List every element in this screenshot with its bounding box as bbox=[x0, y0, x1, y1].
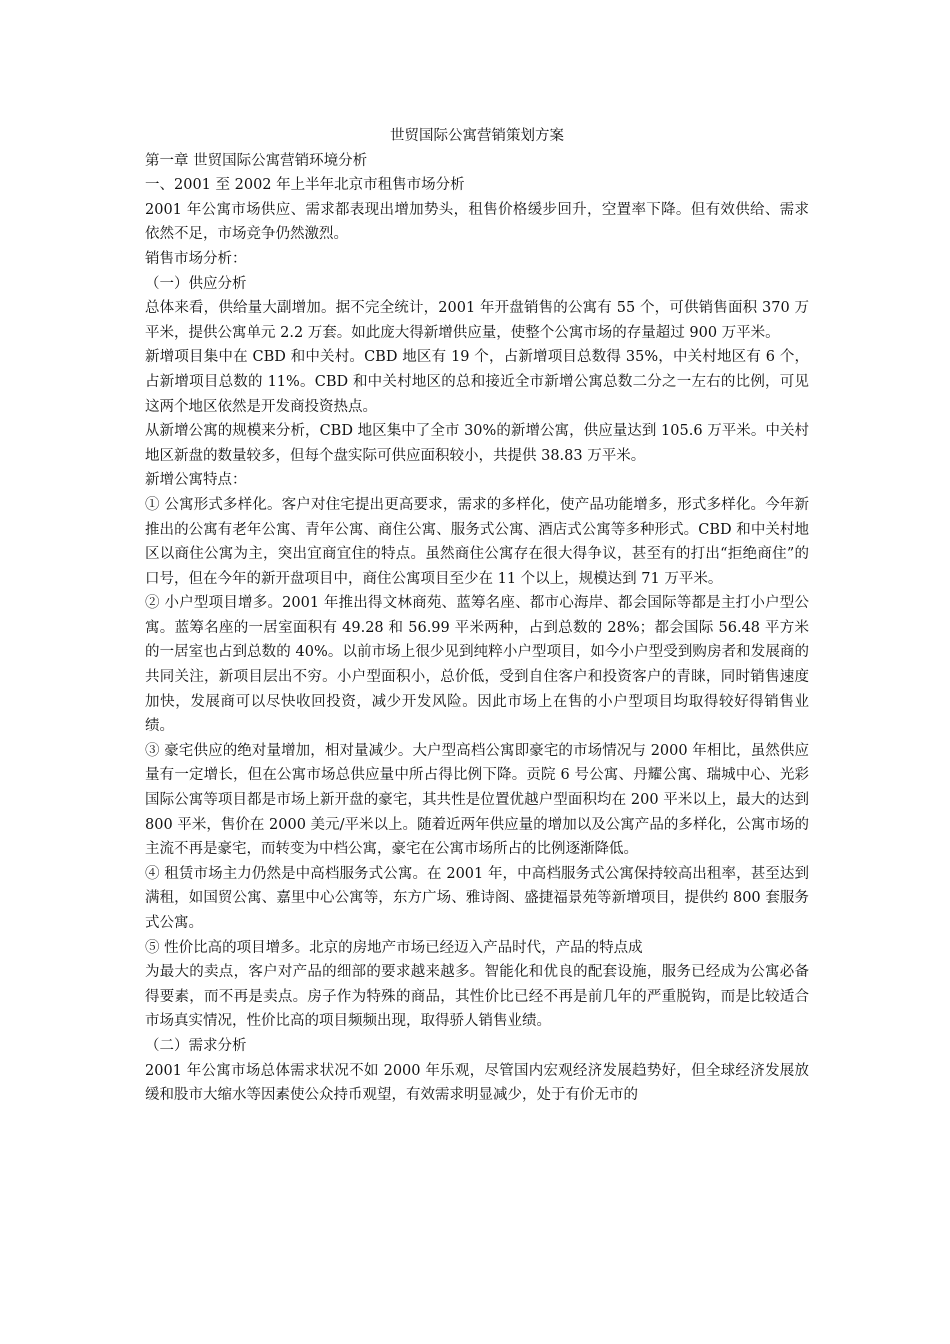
section-heading: 一、2001 至 2002 年上半年北京市租售市场分析 bbox=[145, 177, 465, 194]
supply-paragraph-2: 新增项目集中在 CBD 和中关村。CBD 地区有 19 个，占新增项目总数得 35%，中关村地区有 6 个，占新增项目总数的 11%。CBD 和中关村地区的总和接近全市新增公寓总数二分之一左右的比例，可见这两个地区依然是开发商投资热点。 bbox=[145, 349, 809, 415]
document-page bbox=[145, 124, 809, 1108]
features-heading: 新增公寓特点： bbox=[145, 472, 247, 489]
supply-paragraph-3: 从新增公寓的规模来分析，CBD 地区集中了全市 30%的新增公寓，供应量达到 105.6 万平米。中关村地区新盘的数量较多，但每个盘实际可供应面积较小，共提供 38.83 万平米。 bbox=[145, 423, 809, 464]
demand-paragraph-1: 2001 年公寓市场总体需求状况不如 2000 年乐观，尽管国内宏观经济发展趋势好，但全球经济发展放缓和股市大缩水等因素使公众持币观望，有效需求明显减少，处于有价无市的 bbox=[145, 1062, 809, 1104]
feature-paragraph-1: ① 公寓形式多样化。客户对住宅提出更高要求，需求的多样化，使产品功能增多，形式多样化。今年新推出的公寓有老年公寓、青年公寓、商住公寓、服务式公寓、酒店式公寓等多种形式。CBD 和中关村地区以商住公寓为主，突出宜商宜住的特点。虽然商住公寓存在很大得争议，甚至有的打出“拒绝商住”的口号，但在今年的新开盘项目中，商住公寓项目至少在 11 个以上，规模达到 71 万平米。 bbox=[145, 496, 809, 587]
supply-paragraph-1: 总体来看，供给量大副增加。据不完全统计，2001 年开盘销售的公寓有 55 个，可供销售面积 370 万平米，提供公寓单元 2.2 万套。如此庞大得新增供应量，使整个公寓市场的存量超过 900 万平米。 bbox=[145, 300, 809, 341]
feature-paragraph-4: ④ 租赁市场主力仍然是中高档服务式公寓。在 2001 年，中高档服务式公寓保持较高出租率，甚至达到满租，如国贸公寓、嘉里中心公寓等，东方广场、雅诗阁、盛捷福景苑等新增项目，提供约 800 套服务式公寓。 bbox=[145, 865, 809, 931]
intro-paragraph: 2001 年公寓市场供应、需求都表现出增加势头，租售价格缓步回升，空置率下降。但有效供给、需求依然不足，市场竞争仍然激烈。 bbox=[145, 201, 809, 243]
supply-heading: （一）供应分析 bbox=[145, 275, 247, 292]
demand-heading: （二）需求分析 bbox=[145, 1037, 247, 1054]
document-title: 世贸国际公寓营销策划方案 bbox=[390, 128, 564, 144]
chapter-heading: 第一章 世贸国际公寓营销环境分析 bbox=[145, 152, 368, 169]
feature-paragraph-5-continued: 为最大的卖点，客户对产品的细部的要求越来越多。智能化和优良的配套设施，服务已经成为公寓必备得要素，而不再是卖点。房子作为特殊的商品，其性价比已经不再是前几年的严重脱钩，而是比较适合市场真实情况，性价比高的项目频频出现，取得骄人销售业绩。 bbox=[145, 964, 809, 1030]
feature-paragraph-5-line: ⑤ 性价比高的项目增多。北京的房地产市场已经迈入产品时代，产品的特点成 bbox=[145, 939, 643, 956]
sales-heading: 销售市场分析： bbox=[145, 250, 247, 267]
feature-paragraph-3: ③ 豪宅供应的绝对量增加，相对量减少。大户型高档公寓即豪宅的市场情况与 2000 年相比，虽然供应量有一定增长，但在公寓市场总供应量中所占得比例下降。贡院 6 号公寓、丹耀公寓、瑞城中心、光彩国际公寓等项目都是市场上新开盘的豪宅，其共性是位置优越户型面积均在 200 平米以上，最大的达到 800 平米，售价在 2000 美元/平米以上。随着近两年供应量的增加以及公寓产品的多样化，公寓市场的主流不再是豪宅，而转变为中档公寓，豪宅在公寓市场所占的比例逐渐降低。 bbox=[145, 742, 809, 858]
feature-paragraph-2: ② 小户型项目增多。2001 年推出得文林商苑、蓝筹名座、都市心海岸、都会国际等都是主打小户型公寓。蓝筹名座的一居室面积有 49.28 和 56.99 平米两种，占到总数的 28%；都会国际 56.48 平方米的一居室也占到总数的 40%。以前市场上很少见到纯粹小户型项目，如今小户型受到购房者和发展商的共同关注，新项目层出不穷。小户型面积小，总价低，受到自住客户和投资客户的青睐，同时销售速度加快，发展商可以尽快收回投资，减少开发风险。因此市场上在售的小户型项目均取得较好得销售业绩。 bbox=[145, 595, 809, 735]
